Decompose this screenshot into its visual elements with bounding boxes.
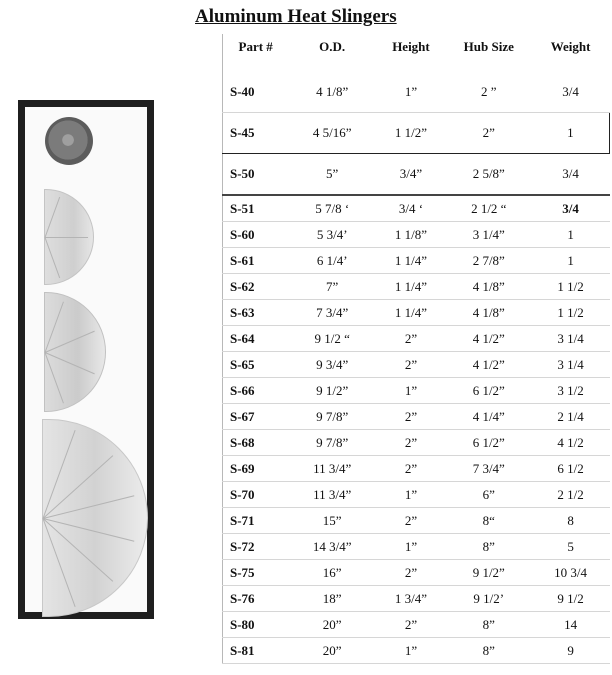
height-cell: 2” [376, 430, 446, 456]
height-cell: 3/4” [376, 154, 446, 196]
table-row [223, 612, 610, 638]
outer-diameter-cell: 7 3/4” [288, 300, 376, 326]
hub-size-cell: 6” [446, 482, 532, 508]
table-row [223, 378, 610, 404]
height-cell: 1 1/8” [376, 222, 446, 248]
part-number-cell: S-75 [223, 560, 289, 586]
outer-diameter-cell: 4 1/8” [288, 72, 376, 113]
height-cell: 1” [376, 534, 446, 560]
height-cell: 2” [376, 326, 446, 352]
hub-size-cell: 7 3/4” [446, 456, 532, 482]
weight-cell: 6 1/2 [532, 456, 610, 482]
hub-size-cell: 2” [446, 113, 532, 154]
table-row [223, 508, 610, 534]
weight-cell: 3/4 [532, 72, 610, 113]
hub-size-cell: 2 7/8” [446, 248, 532, 274]
outer-diameter-cell: 9 7/8” [288, 404, 376, 430]
outer-diameter-cell: 5 3/4’ [288, 222, 376, 248]
part-number-cell: S-51 [223, 195, 289, 222]
hub-size-cell: 2 1/2 “ [446, 195, 532, 222]
height-cell: 2” [376, 352, 446, 378]
weight-cell: 3 1/2 [532, 378, 610, 404]
outer-diameter-cell: 5” [288, 154, 376, 196]
part-number-cell: S-62 [223, 274, 289, 300]
height-cell: 1” [376, 638, 446, 664]
hub-size-cell: 2 5/8” [446, 154, 532, 196]
weight-cell: 1 [532, 222, 610, 248]
height-cell: 1 3/4” [376, 586, 446, 612]
slinger-vane-line [45, 197, 61, 238]
outer-diameter-cell: 20” [288, 638, 376, 664]
part-number-cell: S-65 [223, 352, 289, 378]
table-header-row [223, 34, 610, 72]
part-number-cell: S-45 [223, 113, 289, 154]
outer-diameter-cell: 20” [288, 612, 376, 638]
table-row [223, 404, 610, 430]
height-cell: 2” [376, 508, 446, 534]
weight-cell: 3 1/4 [532, 352, 610, 378]
weight-cell: 3 1/4 [532, 326, 610, 352]
height-cell: 2” [376, 404, 446, 430]
hub-size-cell: 4 1/2” [446, 326, 532, 352]
weight-cell: 2 1/4 [532, 404, 610, 430]
table-row [223, 638, 610, 664]
header-weight: Weight [550, 39, 591, 54]
table-row [223, 534, 610, 560]
small-heat-slinger-image [45, 117, 93, 165]
weight-cell: 9 1/2 [532, 586, 610, 612]
hub-size-cell: 4 1/8” [446, 274, 532, 300]
weight-cell: 14 [532, 612, 610, 638]
weight-cell: 10 3/4 [532, 560, 610, 586]
table-row [223, 274, 610, 300]
height-cell: 1 1/4” [376, 248, 446, 274]
height-cell: 2” [376, 612, 446, 638]
hub-size-cell: 8“ [446, 508, 532, 534]
table-row [223, 326, 610, 352]
part-number-cell: S-68 [223, 430, 289, 456]
part-number-cell: S-67 [223, 404, 289, 430]
header-height: Height [392, 39, 430, 54]
height-cell: 1” [376, 72, 446, 113]
part-number-cell: S-80 [223, 612, 289, 638]
weight-cell: 3/4 [532, 154, 610, 196]
outer-diameter-cell: 14 3/4” [288, 534, 376, 560]
height-cell: 3/4 ‘ [376, 195, 446, 222]
outer-diameter-cell: 15” [288, 508, 376, 534]
weight-cell: 3/4 [532, 195, 610, 222]
weight-cell: 4 1/2 [532, 430, 610, 456]
table-row [223, 352, 610, 378]
weight-cell: 8 [532, 508, 610, 534]
medium-heat-slinger-image [44, 189, 94, 285]
outer-diameter-cell: 6 1/4’ [288, 248, 376, 274]
height-cell: 1 1/4” [376, 274, 446, 300]
table-row [223, 560, 610, 586]
table-row [223, 72, 610, 113]
table-row [223, 113, 610, 154]
header-part-number: Part # [238, 39, 273, 54]
outer-diameter-cell: 9 3/4” [288, 352, 376, 378]
slinger-vane-line [43, 495, 134, 519]
part-number-cell: S-69 [223, 456, 289, 482]
outer-diameter-cell: 5 7/8 ‘ [288, 195, 376, 222]
hub-size-cell: 8” [446, 612, 532, 638]
outer-diameter-cell: 18” [288, 586, 376, 612]
part-number-cell: S-61 [223, 248, 289, 274]
header-outer-diameter: O.D. [319, 39, 346, 54]
product-photo-frame [18, 100, 154, 619]
table-row [223, 482, 610, 508]
outer-diameter-cell: 9 1/2” [288, 378, 376, 404]
large-heat-slinger-image [44, 292, 106, 412]
hub-size-cell: 4 1/4” [446, 404, 532, 430]
hub-size-cell: 4 1/8” [446, 300, 532, 326]
part-number-cell: S-60 [223, 222, 289, 248]
height-cell: 2” [376, 560, 446, 586]
table-row [223, 154, 610, 196]
table-row [223, 300, 610, 326]
height-cell: 1” [376, 378, 446, 404]
hub-size-cell: 4 1/2” [446, 352, 532, 378]
outer-diameter-cell: 9 1/2 “ [288, 326, 376, 352]
weight-cell: 9 [532, 638, 610, 664]
part-number-cell: S-70 [223, 482, 289, 508]
hub-size-cell: 8” [446, 534, 532, 560]
part-number-cell: S-40 [223, 72, 289, 113]
hub-size-cell: 9 1/2’ [446, 586, 532, 612]
part-number-cell: S-81 [223, 638, 289, 664]
height-cell: 1 1/4” [376, 300, 446, 326]
part-number-cell: S-71 [223, 508, 289, 534]
outer-diameter-cell: 11 3/4” [288, 482, 376, 508]
height-cell: 1” [376, 482, 446, 508]
hub-size-cell: 2 ” [446, 72, 532, 113]
part-number-cell: S-66 [223, 378, 289, 404]
weight-cell: 1 [532, 248, 610, 274]
part-number-cell: S-76 [223, 586, 289, 612]
header-hub-size: Hub Size [463, 39, 514, 54]
height-cell: 1 1/2” [376, 113, 446, 154]
weight-cell: 1 [532, 113, 610, 154]
extra-large-heat-slinger-image [42, 419, 148, 617]
outer-diameter-cell: 9 7/8” [288, 430, 376, 456]
height-cell: 2” [376, 456, 446, 482]
table-row [223, 195, 610, 222]
hub-size-cell: 6 1/2” [446, 430, 532, 456]
slinger-vane-line [43, 430, 76, 518]
outer-diameter-cell: 4 5/16” [288, 113, 376, 154]
table-row [223, 586, 610, 612]
slinger-vane-line [45, 237, 88, 238]
heat-slinger-spec-table [222, 34, 610, 664]
part-number-cell: S-63 [223, 300, 289, 326]
part-number-cell: S-50 [223, 154, 289, 196]
table-row [223, 222, 610, 248]
weight-cell: 1 1/2 [532, 274, 610, 300]
slinger-vane-line [45, 331, 95, 353]
page-title: Aluminum Heat Slingers [195, 6, 397, 27]
outer-diameter-cell: 7” [288, 274, 376, 300]
hub-size-cell: 3 1/4” [446, 222, 532, 248]
weight-cell: 2 1/2 [532, 482, 610, 508]
weight-cell: 1 1/2 [532, 300, 610, 326]
part-number-cell: S-72 [223, 534, 289, 560]
weight-cell: 5 [532, 534, 610, 560]
table-row [223, 456, 610, 482]
hub-size-cell: 9 1/2” [446, 560, 532, 586]
outer-diameter-cell: 16” [288, 560, 376, 586]
part-number-cell: S-64 [223, 326, 289, 352]
outer-diameter-cell: 11 3/4” [288, 456, 376, 482]
table-row [223, 430, 610, 456]
hub-size-cell: 8” [446, 638, 532, 664]
hub-size-cell: 6 1/2” [446, 378, 532, 404]
slinger-vane-line [45, 237, 61, 278]
table-row [223, 248, 610, 274]
